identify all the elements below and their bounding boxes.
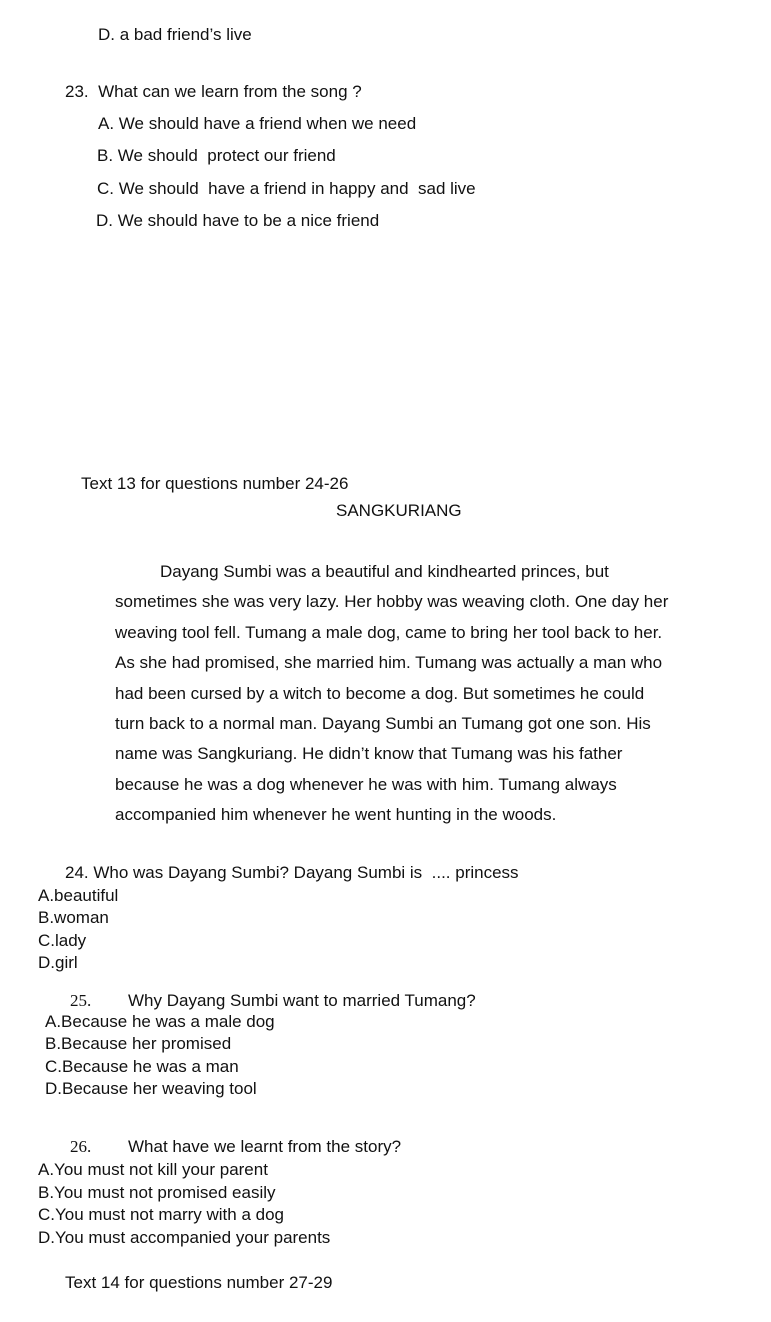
q26-number: 26. bbox=[70, 1137, 92, 1156]
q24-option-a: A.beautiful bbox=[38, 886, 119, 905]
paragraph-line: Dayang Sumbi was a beautiful and kindhearted princes, but bbox=[160, 562, 609, 581]
q24-option-d: D.girl bbox=[38, 953, 78, 972]
q25-question: Why Dayang Sumbi want to married Tumang? bbox=[128, 991, 476, 1010]
paragraph-line: As she had promised, she married him. Tumang was actually a man who bbox=[115, 653, 663, 673]
paragraph-line: because he was a dog whenever he was with him. Tumang always bbox=[115, 774, 617, 794]
q23-option-c: C. We should have a friend in happy and sad live bbox=[97, 179, 476, 198]
q26-question: What have we learnt from the story? bbox=[128, 1137, 402, 1156]
text13-intro: Text 13 for questions number 24-26 bbox=[81, 474, 349, 493]
q23-question: 23. What can we learn from the song ? bbox=[65, 82, 362, 101]
q26-option-d: D.You must accompanied your parents bbox=[38, 1228, 331, 1247]
q25-option-c: C.Because he was a man bbox=[45, 1057, 239, 1076]
text13-title: SANGKURIANG bbox=[336, 501, 462, 520]
q25-option-b: B.Because her promised bbox=[45, 1034, 232, 1053]
paragraph-line: had been cursed by a witch to become a dog. But sometimes he could bbox=[115, 683, 645, 703]
q25-option-d: D.Because her weaving tool bbox=[45, 1079, 257, 1098]
q26-option-c: C.You must not marry with a dog bbox=[38, 1205, 284, 1224]
q23-option-a: A. We should have a friend when we need bbox=[98, 114, 417, 133]
paragraph-line: turn back to a normal man. Dayang Sumbi an Tumang got one son. His bbox=[115, 713, 651, 733]
q26-option-a: A.You must not kill your parent bbox=[38, 1160, 268, 1179]
q23-option-b: B. We should protect our friend bbox=[97, 146, 336, 165]
q25-number: 25. bbox=[70, 991, 92, 1010]
text13-paragraph bbox=[115, 560, 705, 834]
paragraph-line: sometimes she was very lazy. Her hobby was weaving cloth. One day her bbox=[115, 592, 669, 612]
q23-option-d: D. We should have to be a nice friend bbox=[96, 211, 380, 230]
paragraph-line: weaving tool fell. Tumang a male dog, came to bring her tool back to her. bbox=[115, 622, 663, 642]
q24-option-b: B.woman bbox=[38, 908, 109, 927]
paragraph-line: name was Sangkuriang. He didn’t know that Tumang was his father bbox=[115, 744, 623, 764]
q24-question: 24. Who was Dayang Sumbi? Dayang Sumbi is .... princess bbox=[65, 863, 519, 882]
q25-option-a: A.Because he was a male dog bbox=[45, 1012, 275, 1031]
text14-intro: Text 14 for questions number 27-29 bbox=[65, 1273, 333, 1292]
q24-option-c: C.lady bbox=[38, 931, 87, 950]
q26-option-b: B.You must not promised easily bbox=[38, 1183, 276, 1202]
q22-option-d: D. a bad friend’s live bbox=[98, 25, 252, 44]
paragraph-line: accompanied him whenever he went hunting in the woods. bbox=[115, 805, 557, 825]
